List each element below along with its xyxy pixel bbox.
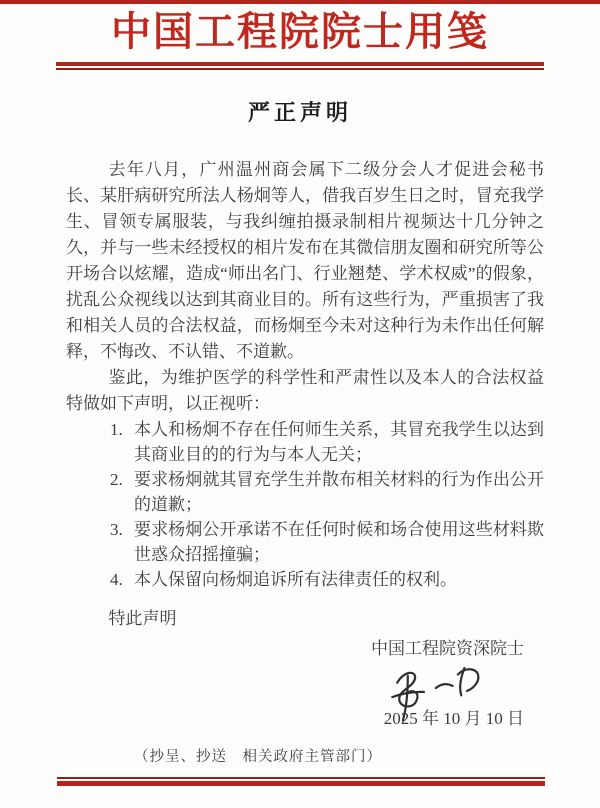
item-number: 3. — [110, 520, 123, 539]
statement-date: 2025 年 10 月 10 日 — [383, 709, 524, 728]
top-red-rule — [0, 0, 600, 4]
statement-paragraph-2: 鉴此，为维护医学的科学性和严肃性以及本人的合法权益特做如下声明，以正视听： — [66, 368, 544, 413]
signer-title: 中国工程院资深院士 — [371, 639, 524, 658]
cc-note: （抄呈、抄送 相关政府主管部门） — [134, 749, 382, 765]
footer-double-rule — [57, 777, 545, 786]
letterhead-title: 中国工程院院士用笺 — [111, 9, 489, 54]
statement-item-4 — [110, 567, 544, 592]
statement-item-3 — [110, 517, 544, 567]
item-number: 4. — [110, 570, 123, 589]
closing-statement: 特此声明 — [108, 609, 177, 628]
statement-item-2 — [110, 467, 544, 517]
item-text: 本人保留向杨炯追诉所有法律责任的权利。 — [134, 570, 457, 589]
item-text: 要求杨炯公开承诺不在任何时候和场合使用这些材料欺世惑众招摇撞骗； — [134, 520, 544, 564]
statement-title: 严正声明 — [247, 100, 352, 125]
statement-body — [66, 157, 544, 770]
header-double-rule — [56, 62, 544, 70]
item-number: 1. — [110, 420, 123, 439]
statement-paragraph-1: 去年八月，广州温州商会属下二级分会人才促进会秘书长、某肝病研究所法人杨炯等人，借我百岁生日之时，冒充我学生、冒领专属服装，与我纠缠拍摄录制相片视频达十几分钟之久，并与一些未经授权的相片发布在其微信朋友圈和研究所等公开场合以炫耀，造成“师出名门、行业翘楚、学术权威”的假象，扰乱公众视线以达到其商业目的。所有这些行为，严重损害了我和相关人员的合法权益，而杨炯至今未对这种行为未作出任何解释，不悔改、不认错、不道歉。 — [66, 160, 544, 361]
item-text: 本人和杨炯不存在任何师生关系，其冒充我学生以达到其商业目的的行为与本人无关； — [134, 420, 544, 464]
signature-image — [376, 660, 498, 724]
statement-item-1 — [110, 417, 544, 467]
statement-items — [66, 417, 544, 592]
item-number: 2. — [110, 470, 123, 489]
footer-rule-thick — [57, 781, 545, 786]
item-text: 要求杨炯就其冒充学生并散布相关材料的行为作出公开的道歉； — [134, 470, 544, 514]
header-rule-thin — [56, 68, 544, 70]
